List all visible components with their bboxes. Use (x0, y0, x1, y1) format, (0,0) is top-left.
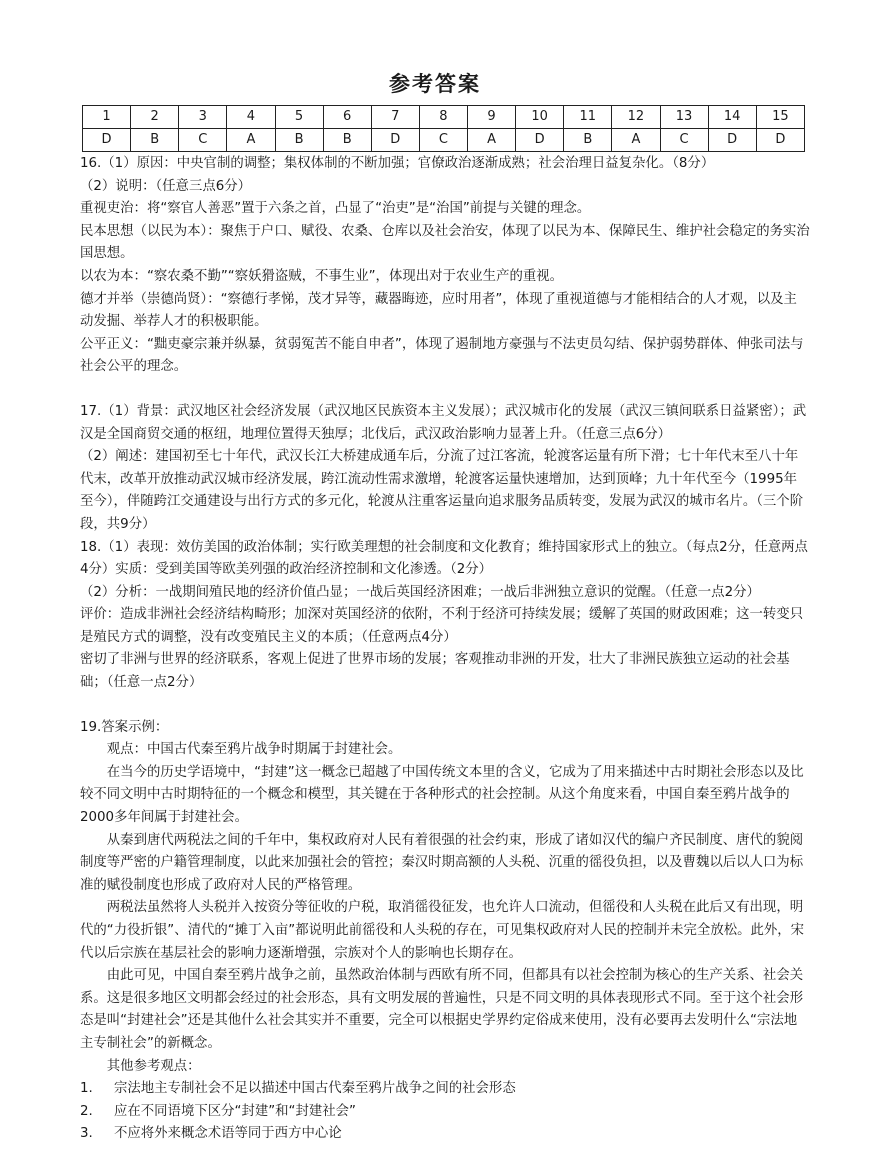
q16-point-justice: 公平正义：“黜吏豪宗兼并纵暴，贫弱冤苦不能自申者”，体现了遏制地方豪强与不法吏员勾结、保护弱势群体、伸张司法与社会公平的理念。 (80, 336, 804, 375)
answer-cell: C (179, 129, 227, 152)
answer-cell: D (371, 129, 419, 152)
question-number-cell: 12 (612, 106, 660, 129)
q19-paragraph: 由此可见，中国自秦至鸦片战争之前，虽然政治体制与西欧有所不同，但都具有以社会控制为核心的生产关系、社会关系。这是很多地区文明都会经过的社会形态，具有文明发展的普遍性，只是不同文明的具体表现形式不同。至于这个社会形态是叫“封建社会”还是其他什么社会其实并不重要，完全可以根据史学界约定俗成来使用，没有必要再去发明什么“宗法地主专制社会”的新概念。 (80, 968, 804, 1051)
question-number-cell: 11 (564, 106, 612, 129)
section-spacer (80, 695, 810, 717)
question-17-answer (80, 401, 810, 537)
q16-part1: 16.（1）原因：中央官制的调整；集权体制的不断加强；官僚政治逐渐成熟；社会治理日益复杂化。（8分） (80, 156, 715, 171)
question-number-cell: 7 (371, 106, 419, 129)
answer-cell: A (468, 129, 516, 152)
q17-part1: 17.（1）背景：武汉地区社会经济发展（武汉地区民族资本主义发展）；武汉城市化的发展（武汉三镇间联系日益紧密）；武汉是全国商贸交通的枢纽，地理位置得天独厚；北伐后，武汉政治影响力显著上升。（任意三点6分） (80, 403, 807, 442)
answer-cell: A (612, 129, 660, 152)
question-19-answer (80, 717, 810, 1146)
q18-evaluation: 评价：造成非洲社会经济结构畸形；加深对英国经济的依附，不利于经济可持续发展；缓解了英国的财政困难；这一转变只是殖民方式的调整，没有改变殖民主义的本质；（任意两点4分） (80, 607, 804, 645)
q18-part1: 18.（1）表现：效仿美国的政治体制；实行欧美理想的社会制度和文化教育；维持国家形式上的独立。（每点2分，任意两点4分）实质：受到美国等欧美列强的政治经济控制和文化渗透。（2分） (80, 539, 808, 578)
answer-cell: B (323, 129, 371, 152)
q16-point-virtue-talent: 德才并举（崇德尚贤）：“察德行孝悌，茂才异等，藏器晦迹，应时用者”，体现了重视道德与才能相结合的人才观，以及主动发掘、举荐人才的积极职能。 (80, 291, 797, 330)
question-number-cell: 10 (516, 106, 564, 129)
question-number-cell: 5 (275, 106, 323, 129)
answer-cell: B (275, 129, 323, 152)
question-number-cell: 6 (323, 106, 371, 129)
answer-cell: D (756, 129, 804, 152)
question-number-cell: 8 (419, 106, 467, 129)
question-number-cell: 9 (468, 106, 516, 129)
list-item (80, 1078, 810, 1101)
list-item-text: 应在不同语境下区分“封建”和“封建社会” (114, 1103, 356, 1119)
q17-part2: （2）阐述：建国初至七十年代，武汉长江大桥建成通车后，分流了过江客流，轮渡客运量有所下滑；七十年代末至八十年代末，改革开放推动武汉城市经济发展，跨江流动性需求激增，轮渡客运量快速增加，达到顶峰；九十年代至今（1995年至今），伴随跨江交通建设与出行方式的多元化，轮渡从注重客运量向追求服务品质转变，发展为武汉的城市名片。（三个阶段，共9分） (80, 449, 804, 532)
question-number-cell: 14 (708, 106, 756, 129)
page-title: 参考答案 (389, 71, 481, 96)
question-16-answer (80, 153, 810, 379)
section-spacer (80, 379, 810, 401)
answer-cell: A (227, 129, 275, 152)
answer-cell: C (419, 129, 467, 152)
q19-viewpoint: 观点：中国古代秦至鸦片战争时期属于封建社会。 (106, 742, 402, 758)
list-item (80, 1101, 810, 1124)
answer-cell: B (131, 129, 179, 152)
list-item-number: 1. (80, 1081, 93, 1097)
question-number-cell: 3 (179, 106, 227, 129)
q16-point-people-oriented: 民本思想（以民为本）：聚焦于户口、赋役、农桑、仓库以及社会治安，体现了以民为本、保障民生、维护社会稳定的务实治国思想。 (80, 223, 810, 262)
answer-cell: D (516, 129, 564, 152)
q19-paragraph: 两税法虽然将人头税并入按资分等征收的户税，取消徭役征发，也允许人口流动，但徭役和人头税在此后又有出现，明代的“力役折银”、清代的“摊丁入亩”都说明此前徭役和人头税的存在，可见集权政府对人民的控制并未完全放松。此外，宋代以后宗族在基层社会的影响力逐渐增强，宗族对个人的影响也长期存在。 (80, 900, 805, 961)
q16-part2-heading: （2）说明：（任意三点6分） (80, 178, 252, 194)
question-number-cell: 1 (83, 106, 131, 129)
question-18-answer (80, 537, 810, 695)
answer-cell: D (708, 129, 756, 152)
q18-part2: （2）分析：一战期间殖民地的经济价值凸显；一战后英国经济困难；一战后非洲独立意识的觉醒。（任意一点2分） (80, 584, 760, 600)
list-item-number: 3. (80, 1126, 93, 1142)
q19-other-views-heading: 其他参考观点： (106, 1058, 201, 1074)
list-item-text: 宗法地主专制社会不足以描述中国古代秦至鸦片战争之间的社会形态 (114, 1081, 516, 1097)
q19-heading: 19.答案示例： (80, 719, 169, 735)
answer-table-number-row (83, 106, 805, 129)
answer-cell: B (564, 129, 612, 152)
answer-cell: D (83, 129, 131, 152)
list-item-text: 不应将外来概念术语等同于西方中心论 (114, 1126, 342, 1142)
question-number-cell: 13 (660, 106, 708, 129)
q18-evaluation-extra: 密切了非洲与世界的经济联系，客观上促进了世界市场的发展；客观推动非洲的开发，壮大了非洲民族独立运动的社会基础；（任意一点2分） (80, 652, 790, 691)
answer-table-answer-row (83, 129, 805, 152)
q16-point-agriculture: 以农为本：“察农桑不勤”“察妖猾盗贼，不事生业”，体现出对于农业生产的重视。 (80, 268, 564, 284)
q16-point-official-governance: 重视吏治：将“察官人善恶”置于六条之首，凸显了“治吏”是“治国”前提与关键的理念。 (80, 201, 591, 217)
answer-content (80, 153, 810, 1146)
q19-paragraph: 从秦到唐代两税法之间的千年中，集权政府对人民有着很强的社会约束，形成了诸如汉代的编户齐民制度、唐代的貌阅制度等严密的户籍管理制度，以此来加强社会的管控；秦汉时期高额的人头税、沉重的徭役负担，以及曹魏以后以人口为标准的赋役制度也形成了政府对人民的严格管理。 (80, 832, 804, 893)
question-number-cell: 15 (756, 106, 804, 129)
q19-paragraph: 在当今的历史学语境中，“封建”这一概念已超越了中国传统文本里的含义，它成为了用来描述中古时期社会形态以及比较不同文明中古时期特征的一个概念和模型，其关键在于各种形式的社会控制。从这个角度来看，中国自秦至鸦片战争的2000多年间属于封建社会。 (80, 764, 804, 826)
answer-table (82, 105, 805, 152)
question-number-cell: 2 (131, 106, 179, 129)
list-item (80, 1123, 810, 1146)
question-number-cell: 4 (227, 106, 275, 129)
answer-cell: C (660, 129, 708, 152)
list-item-number: 2. (80, 1103, 93, 1119)
